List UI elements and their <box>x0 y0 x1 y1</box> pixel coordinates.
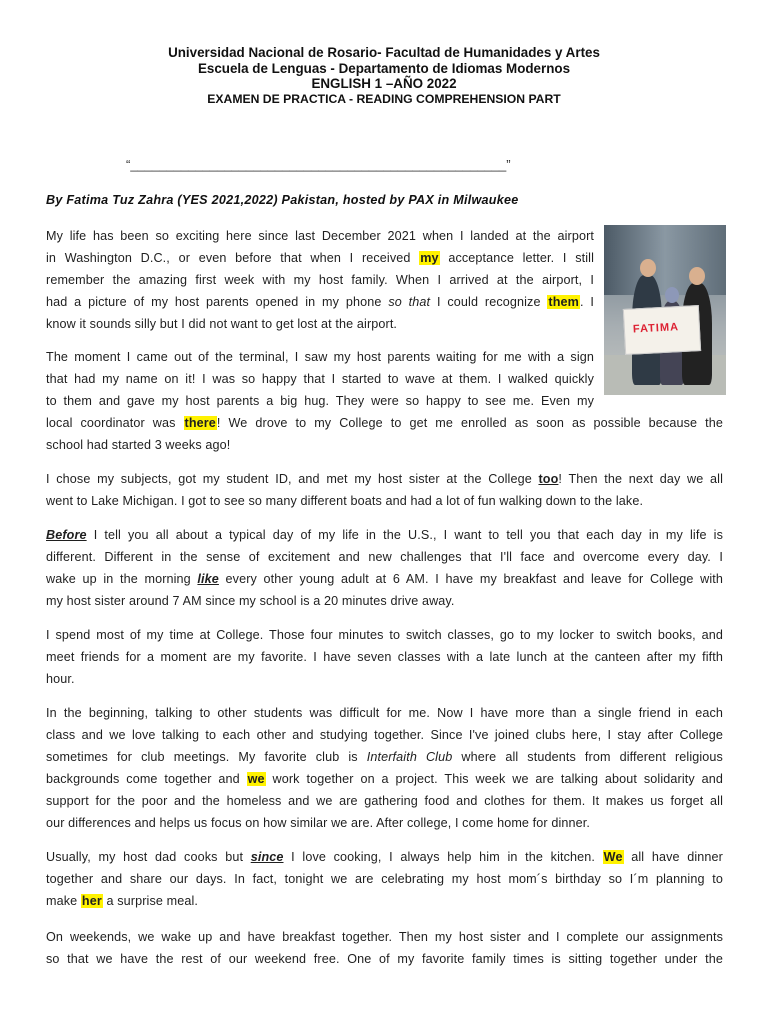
p1-line-5: know it sounds silly but I did not want to get lost at the airport. <box>46 317 398 331</box>
document-header <box>0 45 768 107</box>
p5-line-1: I spend most of my time at College. Those four minutes to switch classes, go to my locker to switch books, and <box>46 628 723 642</box>
p2-line-1: The moment I came out of the terminal, I saw my host parents waiting for me with a sign <box>46 350 594 364</box>
p4-line-3: wake up in the morning like every other young adult at 6 AM. I have my breakfast and leave for College with <box>46 572 723 586</box>
p3-line-2: went to Lake Michigan. I got to see so many different boats and had a lot of fun walking down to the lake. <box>46 494 644 508</box>
photo-head-father <box>640 259 656 277</box>
p7-line-1: Usually, my host dad cooks but since I love cooking, I always help him in the kitchen. We all have dinner <box>46 850 723 864</box>
photo-head-student <box>665 287 679 303</box>
photo-background <box>604 225 726 295</box>
highlight-them: them <box>548 295 579 309</box>
header-university: Universidad Nacional de Rosario- Facultad de Humanidades y Artes <box>168 45 600 60</box>
p8-line-1: On weekends, we wake up and have breakfast together. Then my host sister and I complete our assignments <box>46 930 723 944</box>
bold-before: Before <box>46 528 87 542</box>
p4-line-2: different. Different in the sense of excitement and new challenges that I'll face and overcome every day. I <box>46 550 723 564</box>
header-exam: EXAMEN DE PRACTICA - READING COMPREHENSION PART <box>207 91 561 106</box>
p6-line-6: our differences and helps us focus on how similar we are. After college, I come home for dinner. <box>46 816 591 830</box>
p2-line-3: to them and gave my host parents a big hug. They were so happy to see me. Even my <box>46 394 594 408</box>
byline: By Fatima Tuz Zahra (YES 2021,2022) Pakistan, hosted by PAX in Milwaukee <box>46 193 519 207</box>
header-school: Escuela de Lenguas - Departamento de Idiomas Modernos <box>197 60 571 76</box>
p4-line-1: Before I tell you all about a typical day of my life in the U.S., I want to tell you that each day in my life is <box>46 528 723 542</box>
p1-line-4: had a picture of my host parents opened in my phone so that I could recognize them. I <box>46 295 595 309</box>
p6-line-3: sometimes for club meetings. My favorite club is Interfaith Club where all students from different religious <box>46 750 723 764</box>
p6-line-5: support for the poor and the homeless and we are gathering food and clothes for them. It makes us forget all <box>46 794 723 808</box>
highlight-there: there <box>184 416 216 430</box>
p2-line-5: school had started 3 weeks ago! <box>46 438 231 452</box>
p1-line-2: in Washington D.C., or even before that when I received my acceptance letter. I still <box>46 251 595 265</box>
paragraph-1 <box>46 225 594 335</box>
p2-line-4: local coordinator was there! We drove to my College to get me enrolled as soon as possible because the <box>46 416 723 430</box>
paragraph-8 <box>46 926 723 970</box>
paragraph-2 <box>46 346 723 456</box>
name-sign-text: FATIMA <box>632 321 680 336</box>
highlight-we: we <box>247 772 265 786</box>
highlight-we-capital: We <box>603 850 623 864</box>
highlight-her: her <box>81 894 102 908</box>
p4-line-4: my host sister around 7 AM since my school is a 20 minutes drive away. <box>46 594 455 608</box>
bold-since: since <box>250 850 284 864</box>
p7-line-3: make her a surprise meal. <box>46 894 199 908</box>
highlight-my: my <box>420 251 439 265</box>
p2-line-2: that had my name on it! I was so happy that I started to wave at them. I walked quickly <box>46 372 594 386</box>
paragraph-7 <box>46 846 723 912</box>
p6-line-4: backgrounds come together and we work together on a project. This week we are talking about solidarity and <box>46 772 723 786</box>
header-course: ENGLISH 1 –AÑO 2022 <box>311 76 457 91</box>
paragraph-3 <box>46 468 723 512</box>
paragraph-4 <box>46 524 723 612</box>
paragraph-6 <box>46 702 723 834</box>
bold-like: like <box>197 572 219 586</box>
italic-so-that: so that <box>388 295 431 309</box>
p1-line-3: remember the amazing first week with my host family. When I arrived at the airport, I <box>46 273 594 287</box>
p3-line-1: I chose my subjects, got my student ID, and met my host sister at the College too! Then the next day we all <box>46 472 723 486</box>
p5-line-3: hour. <box>46 672 75 686</box>
p8-line-2: so that we have the rest of our weekend free. One of my favorite family times is sitting together under the <box>46 952 723 966</box>
photo-head-mother <box>689 267 705 285</box>
bold-too: too <box>538 472 559 486</box>
italic-interfaith-club: Interfaith Club <box>366 750 453 764</box>
p6-line-2: class and we love talking to each other and studying together. Since I've joined clubs here, I stay after College <box>46 728 723 742</box>
p7-line-2: together and share our days. In fact, tonight we are celebrating my host mom´s birthday so I´m planning to <box>46 872 723 886</box>
p1-line-1: My life has been so exciting here since last December 2021 when I landed at the airport <box>46 229 594 243</box>
p6-line-1: In the beginning, talking to other students was difficult for me. Now I have more than a single friend in each <box>46 706 723 720</box>
title-blank: “____________________________________________________” <box>126 157 511 172</box>
paragraph-5 <box>46 624 723 690</box>
p5-line-2: meet friends for a moment are my favorite. I have seven classes with a late lunch at the canteen after my fifth <box>46 650 723 664</box>
